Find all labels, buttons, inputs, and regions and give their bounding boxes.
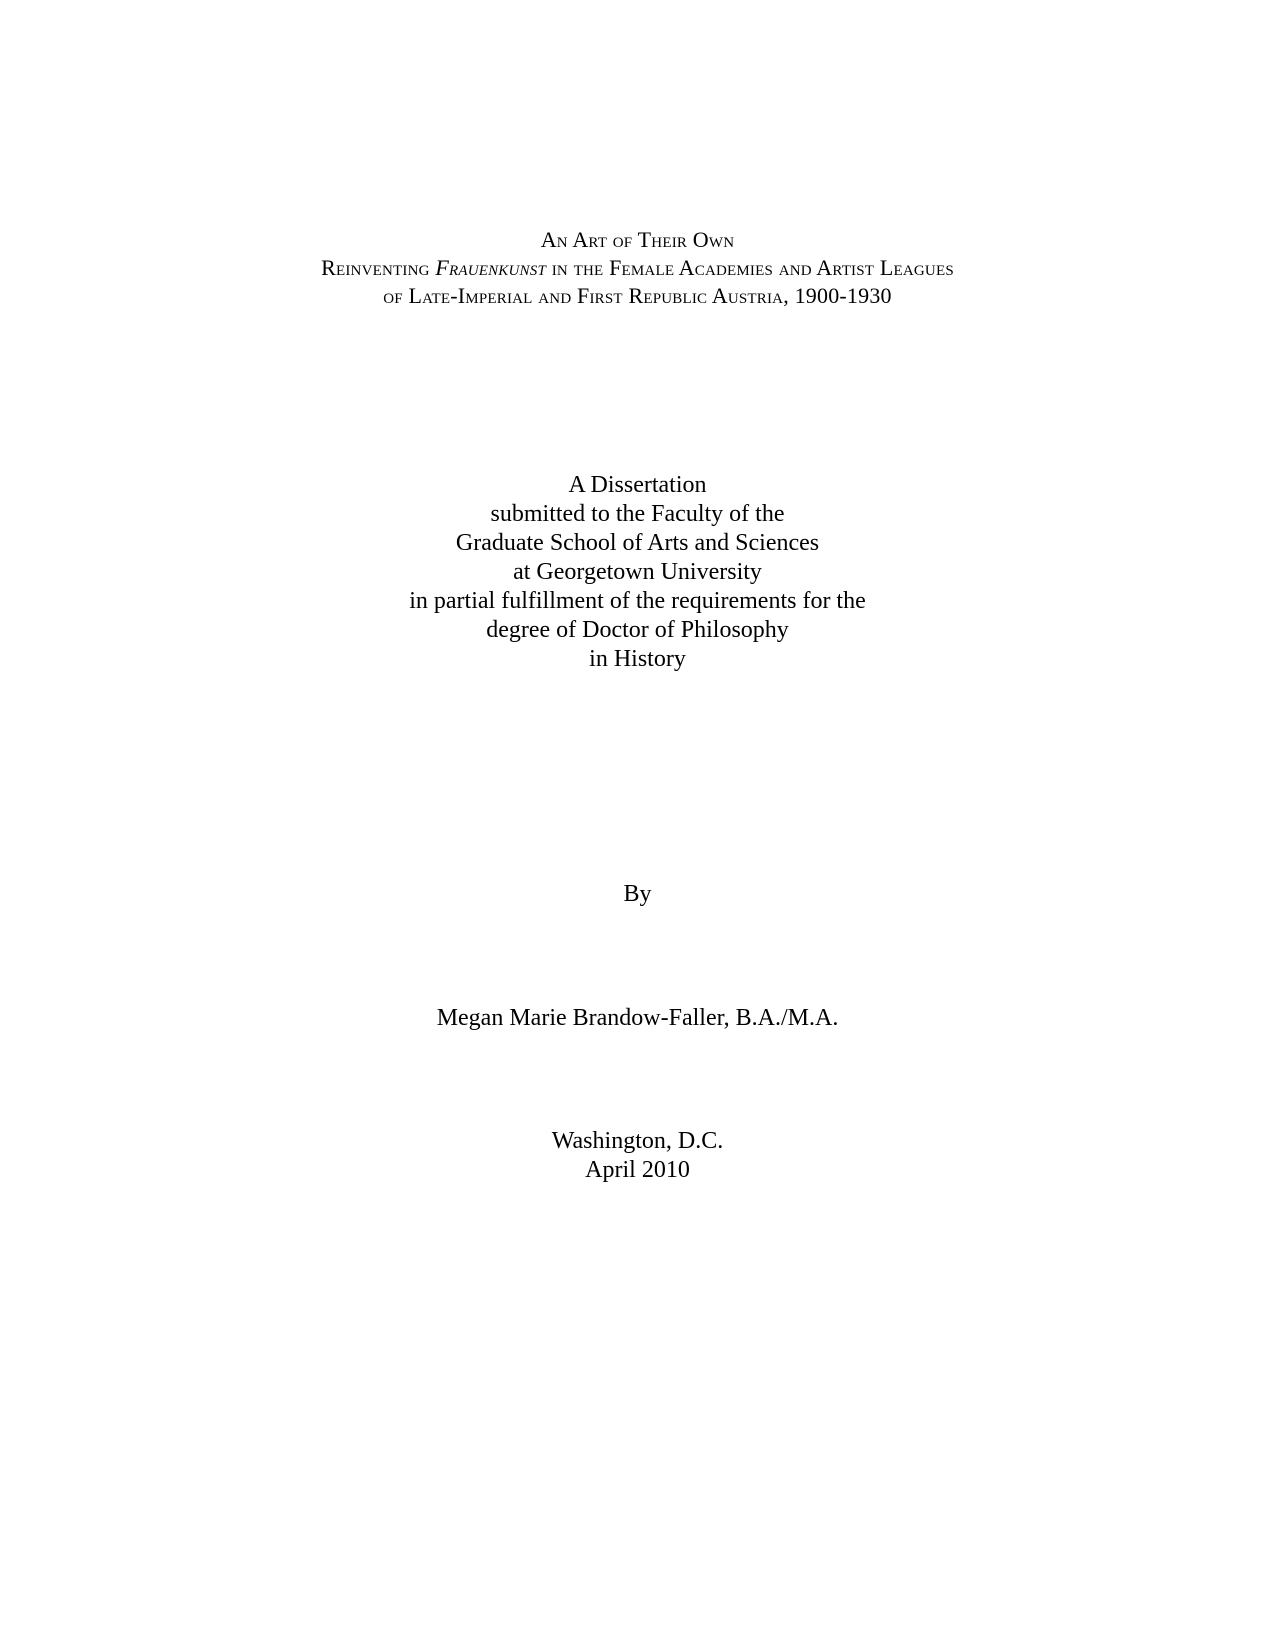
title-line-3: of Late-Imperial and First Republic Austria, 1900-1930 — [383, 283, 892, 308]
place: Washington, D.C. — [551, 1128, 724, 1154]
title-line-2-prefix: Reinventing — [321, 255, 436, 280]
title-line-2-suffix: in the Female Academies and Artist Leagues — [546, 255, 954, 280]
statement-line: degree of Doctor of Philosophy — [486, 617, 789, 643]
statement-line: in partial fulfillment of the requirements for the — [409, 588, 866, 614]
dissertation-title — [0, 226, 1275, 310]
statement-line: submitted to the Faculty of the — [490, 501, 785, 527]
statement-line: at Georgetown University — [513, 559, 762, 585]
statement-line: A Dissertation — [568, 472, 707, 498]
statement-line: Graduate School of Arts and Sciences — [455, 530, 820, 556]
title-line-1: An Art of Their Own — [540, 227, 735, 252]
by-label: By — [623, 881, 652, 907]
title-line-2-italic: Frauenkunst — [435, 255, 546, 280]
statement-line: in History — [589, 646, 686, 672]
date: April 2010 — [585, 1157, 690, 1183]
author-name: Megan Marie Brandow-Faller, B.A./M.A. — [436, 1005, 839, 1031]
place-and-date — [0, 1127, 1275, 1185]
title-line-2 — [0, 254, 1275, 282]
dissertation-statement — [0, 471, 1275, 674]
